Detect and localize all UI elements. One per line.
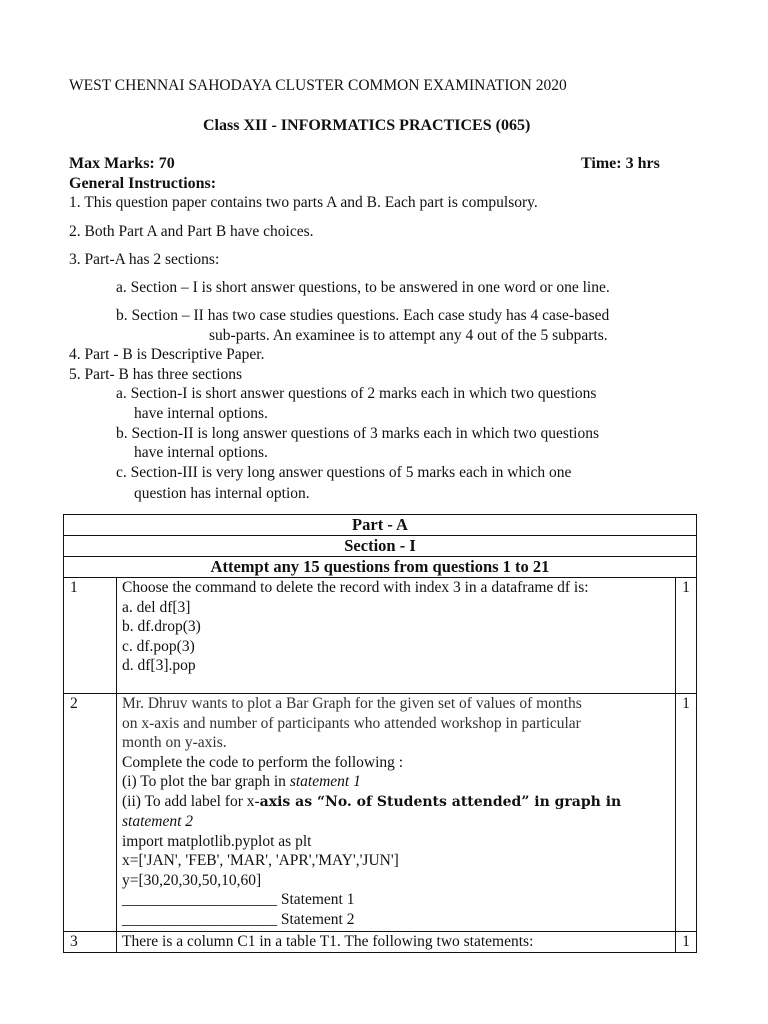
code-line: x=['JAN', 'FEB', 'MAR', 'APR','MAY','JUN'] [122,852,399,869]
table-row [64,578,697,694]
task-2 [122,792,671,813]
instruction-subitem: a. Section – I is short answer questions, to be answered in one word or one line. [116,279,610,296]
statement-blank-2: ____________________ Statement 2 [122,910,355,928]
question-number: 1 [64,578,117,694]
question-body [117,578,676,694]
question-marks: 1 [676,694,697,932]
instruction-subitem-continued: have internal options. [134,444,268,461]
question-body [117,932,676,953]
instruction-item: 4. Part - B is Descriptive Paper. [69,346,265,363]
statement-blank-1: ____________________ Statement 1 [122,891,355,908]
instruction-subitem: b. Section-II is long answer questions of 3 marks each in which two questions [116,425,599,442]
instructions-heading: General Instructions: [69,175,217,192]
question-text: month on y-axis. [122,734,227,751]
questions-table [63,514,697,953]
question-text: Choose the command to delete the record with index 3 in a dataframe df is: [122,579,589,596]
table-header-row [64,557,697,578]
instruction-item: 2. Both Part A and Part B have choices. [69,223,314,240]
instruction-item: 3. Part-A has 2 sections: [69,251,220,268]
attempt-instruction: Attempt any 15 questions from questions 1 to 21 [64,557,697,578]
table-row [64,694,697,932]
task-2-statement: statement 2 [122,813,194,830]
question-text: Complete the code to perform the following : [122,753,404,771]
table-header-row [64,515,697,536]
option-d: d. df[3].pop [122,657,196,674]
time-allowed: Time: 3 hrs [581,155,660,172]
option-b: b. df.drop(3) [122,618,201,635]
task-1 [122,772,671,792]
code-line: y=[30,20,30,50,10,60] [122,871,262,889]
question-text: Mr. Dhruv wants to plot a Bar Graph for the given set of values of months [122,695,582,712]
question-number: 3 [64,932,117,953]
section-heading: Section - I [64,536,697,557]
task-1-text: (i) To plot the bar graph in [122,773,290,790]
task-2-text: (ii) To add label for x- [122,792,260,810]
instruction-subitem: a. Section-I is short answer questions of 2 marks each in which two questions [116,385,597,402]
instruction-item: 5. Part- B has three sections [69,366,243,383]
exam-title: WEST CHENNAI SAHODAYA CLUSTER COMMON EXAMINATION 2020 [69,77,567,94]
table-header-row [64,536,697,557]
option-c: c. df.pop(3) [122,637,195,655]
code-line: import matplotlib.pyplot as plt [122,832,312,850]
question-marks: 1 [676,578,697,694]
instruction-subitem: b. Section – II has two case studies questions. Each case study has 4 case-based [116,307,610,324]
question-marks: 1 [676,932,697,953]
instruction-subitem-continued: sub-parts. An examinee is to attempt any 4 out of the 5 subparts. [209,327,608,344]
part-heading: Part - A [64,515,697,536]
question-body [117,694,676,932]
table-row [64,932,697,953]
question-number: 2 [64,694,117,932]
instruction-subitem-continued: have internal options. [134,405,268,422]
max-marks: Max Marks: 70 [69,155,175,172]
instruction-subitem-continued: question has internal option. [134,485,310,502]
task-1-statement: statement 1 [289,773,361,790]
instruction-item: 1. This question paper contains two parts A and B. Each part is compulsory. [69,194,538,211]
question-text: on x-axis and number of participants who attended workshop in particular [122,714,581,732]
question-text: There is a column C1 in a table T1. The following two statements: [122,933,534,950]
option-a: a. del df[3] [122,598,191,616]
class-subject-line: Class XII - INFORMATICS PRACTICES (065) [203,117,531,134]
instruction-subitem: c. Section-III is very long answer questions of 5 marks each in which one [116,464,572,481]
task-2-emphasis: axis as “No. of Students attended” in graph in [259,793,622,810]
